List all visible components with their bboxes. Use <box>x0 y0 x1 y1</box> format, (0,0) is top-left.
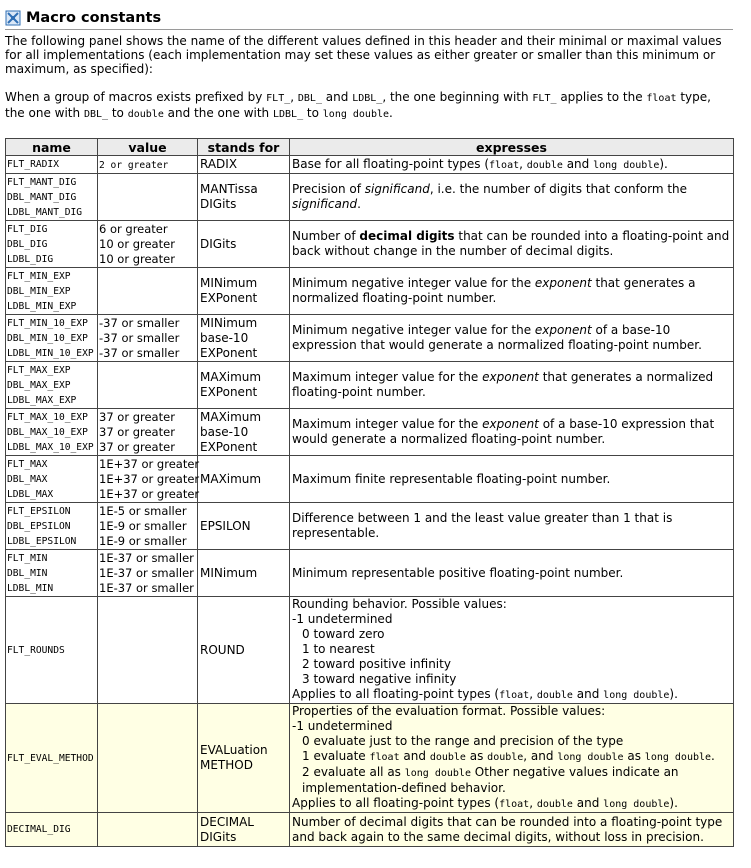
macro-value: 2 or greater <box>98 156 198 174</box>
macro-stands-for: MINimum <box>198 550 290 597</box>
section-title: Macro constants <box>26 10 162 26</box>
macro-stands-for: MINimum base-10 EXPonent <box>198 315 290 362</box>
table-row <box>6 704 734 813</box>
macro-name: FLT_RADIX <box>6 156 98 174</box>
table-header-row <box>6 139 734 156</box>
macro-stands-for: MINimum EXPonent <box>198 268 290 315</box>
table-row <box>6 409 734 456</box>
macro-description: Maximum finite representable floating-point number. <box>290 456 734 503</box>
table-row <box>6 268 734 315</box>
macro-name: DECIMAL_DIG <box>6 813 98 847</box>
macro-value <box>98 174 198 221</box>
macro-name: FLT_DIG DBL_DIG LDBL_DIG <box>6 221 98 268</box>
macro-name: FLT_MANT_DIG DBL_MANT_DIG LDBL_MANT_DIG <box>6 174 98 221</box>
macro-name: FLT_MIN DBL_MIN LDBL_MIN <box>6 550 98 597</box>
table-row <box>6 156 734 174</box>
macro-description: Properties of the evaluation format. Possible values: -1 undetermined 0 evaluate just to the range and precision of the type 1 evaluate float and double as double, and long double as long double. 2 evaluate all as long double Other negative values indicate an implementation-defined behavior. Applies to all floating-point types (float, double and long double). <box>290 704 734 813</box>
macro-value: 37 or greater 37 or greater 37 or greater <box>98 409 198 456</box>
macro-value: 6 or greater 10 or greater 10 or greater <box>98 221 198 268</box>
macro-description: Difference between 1 and the least value greater than 1 that is representable. <box>290 503 734 550</box>
macro-value <box>98 362 198 409</box>
macro-description: Maximum integer value for the exponent that generates a normalized floating-point number. <box>290 362 734 409</box>
macro-stands-for: DIGits <box>198 221 290 268</box>
macro-stands-for: DECIMAL DIGits <box>198 813 290 847</box>
section-header <box>5 8 733 30</box>
macro-name: FLT_MAX_EXP DBL_MAX_EXP LDBL_MAX_EXP <box>6 362 98 409</box>
macro-value: -37 or smaller -37 or smaller -37 or smaller <box>98 315 198 362</box>
macro-description: Base for all floating-point types (float, double and long double). <box>290 156 734 174</box>
intro-paragraph: The following panel shows the name of the different values defined in this header and their minimal or maximal values for all implementations (each implementation may set these values as either greater or smaller than this minimum or maximum, as specified): <box>5 34 722 76</box>
macro-name: FLT_MIN_10_EXP DBL_MIN_10_EXP LDBL_MIN_10_EXP <box>6 315 98 362</box>
macro-stands-for: MAXimum <box>198 456 290 503</box>
puzzle-icon <box>5 10 21 26</box>
macro-description: Maximum integer value for the exponent of a base-10 expression that would generate a normalized floating-point number. <box>290 409 734 456</box>
content-area <box>5 8 733 122</box>
macro-stands-for: MAXimum base-10 EXPonent <box>198 409 290 456</box>
macro-name: FLT_MIN_EXP DBL_MIN_EXP LDBL_MIN_EXP <box>6 268 98 315</box>
macro-description: Precision of significand, i.e. the number of digits that conform the significand. <box>290 174 734 221</box>
macro-name: FLT_MAX DBL_MAX LDBL_MAX <box>6 456 98 503</box>
table-row <box>6 503 734 550</box>
macro-value: 1E-37 or smaller 1E-37 or smaller 1E-37 or smaller <box>98 550 198 597</box>
macro-description: Minimum negative integer value for the exponent that generates a normalized floating-point number. <box>290 268 734 315</box>
col-expresses-header: expresses <box>290 139 734 156</box>
col-value-header: value <box>98 139 198 156</box>
macro-value <box>98 813 198 847</box>
macro-description: Number of decimal digits that can be rounded into a floating-point type and back again to the same decimal digits, without loss in precision. <box>290 813 734 847</box>
table-row <box>6 315 734 362</box>
macro-description: Minimum negative integer value for the exponent of a base-10 expression that would generate a normalized floating-point number. <box>290 315 734 362</box>
macro-value: 1E-5 or smaller 1E-9 or smaller 1E-9 or smaller <box>98 503 198 550</box>
macro-table <box>5 138 734 847</box>
table-row <box>6 550 734 597</box>
macro-description: Rounding behavior. Possible values: -1 undetermined 0 toward zero 1 to nearest 2 toward positive infinity 3 toward negative infinity Applies to all floating-point types (float, double and long double). <box>290 597 734 704</box>
macro-stands-for: MAXimum EXPonent <box>198 362 290 409</box>
macro-stands-for: MANTissa DIGits <box>198 174 290 221</box>
table-row <box>6 362 734 409</box>
macro-name: FLT_ROUNDS <box>6 597 98 704</box>
macro-value <box>98 597 198 704</box>
table-row <box>6 221 734 268</box>
table-row <box>6 813 734 847</box>
macro-value: 1E+37 or greater 1E+37 or greater 1E+37 or greater <box>99 456 200 501</box>
col-name-header: name <box>6 139 98 156</box>
table-row <box>6 456 734 503</box>
table-row <box>6 174 734 221</box>
macro-stands-for: RADIX <box>198 156 290 174</box>
macro-stands-for: EPSILON <box>198 503 290 550</box>
macro-value <box>98 704 198 813</box>
macro-name: FLT_MAX_10_EXP DBL_MAX_10_EXP LDBL_MAX_10_EXP <box>6 409 98 456</box>
macro-name: FLT_EVAL_METHOD <box>6 704 98 813</box>
macro-description: Minimum representable positive floating-point number. <box>290 550 734 597</box>
macro-description: Number of decimal digits that can be rounded into a floating-point and back without change in the number of decimal digits. <box>290 221 734 268</box>
macro-value <box>98 268 198 315</box>
col-stands-header: stands for <box>198 139 290 156</box>
macro-name: FLT_EPSILON DBL_EPSILON LDBL_EPSILON <box>6 503 98 550</box>
table-row <box>6 597 734 704</box>
macro-stands-for: ROUND <box>198 597 290 704</box>
macro-stands-for: EVALuation METHOD <box>198 704 290 813</box>
prefix-paragraph: When a group of macros exists prefixed by FLT_, DBL_ and LDBL_, the one beginning with FLT_ applies to the float type, the one with DBL_ to double and the one with LDBL_ to long double. <box>5 90 711 120</box>
